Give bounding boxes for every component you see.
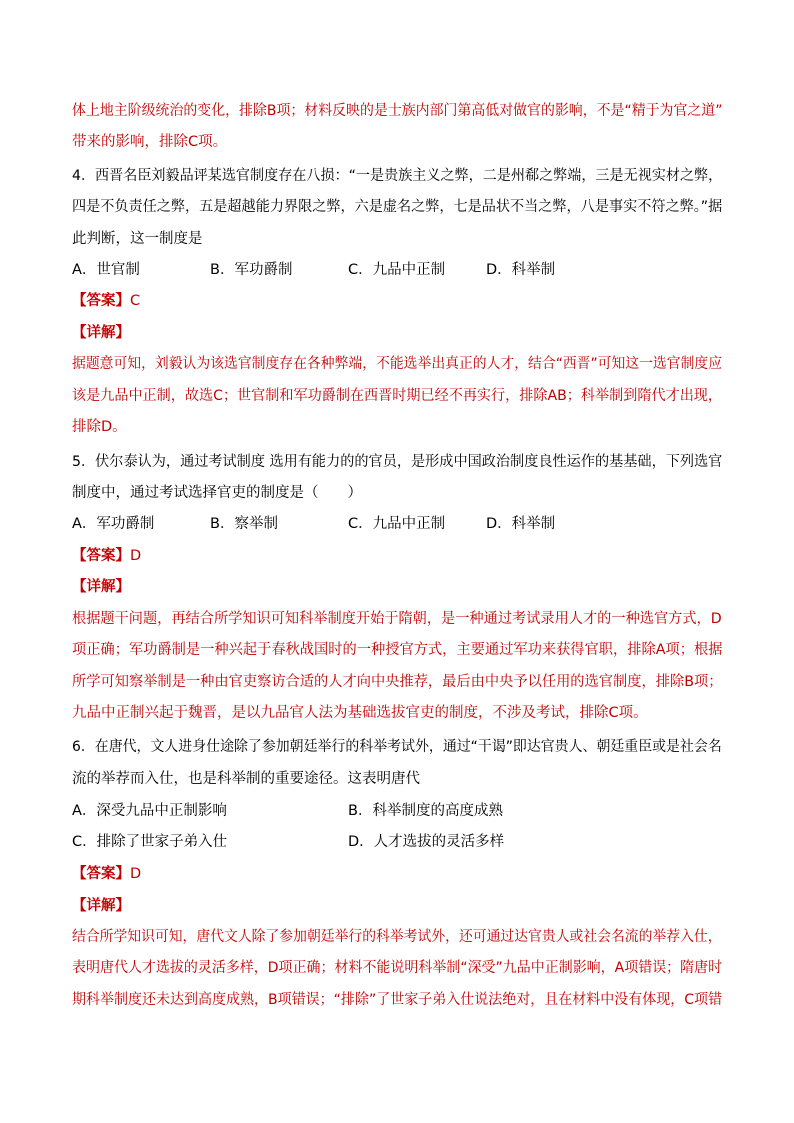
q6-option-b: B．科举制度的高度成熟 — [348, 803, 503, 819]
q5-option-b: B．察举制 — [210, 516, 278, 532]
q6-detail-line-3: 期科举制度还未达到高度成熟，B项错误；“排除”了世家子弟入仕说法绝对，且在材料中没有体现，C项错 — [72, 992, 723, 1008]
q4-stem-line-3: 此判断，这一制度是 — [72, 231, 203, 247]
answer-label: 【答案】 — [72, 548, 130, 564]
q6-answer — [72, 864, 141, 884]
q4-stem-line-1: 4．西晋名臣刘毅品评某选官制度存在八损：“一是贵族主义之弊，二是州郗之弊端，三是无视实材之弊， — [72, 168, 723, 184]
q6-detail-line-1: 结合所学知识可知，唐代文人除了参加朝廷举行的科举考试外，还可通过达官贵人或社会名流的举荐入仕， — [72, 929, 722, 945]
q6-stem-line-1: 6．在唐代，文人进身仕途除了参加朝廷举行的科举考试外，通过“干谒”即达官贵人、朝廷重臣或是社会名 — [72, 739, 722, 755]
q6-detail-label: 【详解】 — [72, 898, 130, 914]
q5-detail-line-1: 根据题干问题，再结合所学知识可知科举制度开始于隋朝，是一种通过考试录用人才的一种选官方式，D — [72, 611, 722, 627]
q5-answer — [72, 546, 141, 566]
q4-detail-label: 【详解】 — [72, 325, 130, 341]
q6-detail-line-2: 表明唐代人才选拔的灵活多样，D项正确；材料不能说明科举制“深受”九品中正制影响，A项错误；隋唐时 — [72, 960, 723, 976]
q5-stem-line-1: 5．伏尔泰认为，通过考试制度 选用有能力的的官员，是形成中国政治制度良性运作的基基础，下列选官 — [72, 454, 723, 470]
q5-stem-line-2: 制度中，通过考试选择官吏的制度是（ ） — [72, 485, 362, 501]
answer-value: D — [130, 548, 142, 564]
answer-value: C — [130, 293, 141, 309]
q5-option-c: C．九品中正制 — [348, 516, 446, 532]
q5-detail-line-2: 项正确；军功爵制是一种兴起于春秋战国时的一种授官方式，主要通过军功来获得官职，排除A项；根据 — [72, 642, 723, 658]
q5-detail-line-3: 所学可知察举制是一种由官吏察访合适的人才向中央推荐，最后由中央予以任用的选官制度，排除B项； — [72, 674, 723, 690]
answer-value: D — [130, 866, 142, 882]
q6-stem-line-2: 流的举荐而入仕，也是科举制的重要途径。这表明唐代 — [72, 771, 420, 787]
intro-line-1: 体上地主阶级统治的变化，排除B项；材料反映的是士族内部门第高低对做官的影响，不是“精于为官之道” — [72, 103, 723, 119]
q4-stem-line-2: 四是不负责任之弊，五是超越能力界限之弊，六是虚名之弊，七是品状不当之弊，八是事实不符之弊。”据 — [72, 199, 723, 215]
intro-line-2: 带来的影响，排除C项。 — [72, 134, 228, 150]
q4-option-c: C．九品中正制 — [348, 262, 446, 278]
q5-option-d: D．科举制 — [486, 516, 556, 532]
q4-detail-line-3: 排除D。 — [72, 419, 127, 435]
q4-detail-line-1: 据题意可知，刘毅认为该选官制度存在各种弊端，不能选举出真正的人才，结合“西晋”可知这一选官制度应 — [72, 356, 723, 372]
q4-option-b: B．军功爵制 — [210, 262, 293, 278]
q5-detail-label: 【详解】 — [72, 579, 130, 595]
q6-option-c: C．排除了世家子弟入仕 — [72, 834, 228, 850]
answer-label: 【答案】 — [72, 866, 130, 882]
q4-answer — [72, 291, 140, 311]
answer-label: 【答案】 — [72, 293, 130, 309]
q4-option-d: D．科举制 — [486, 262, 556, 278]
q6-option-d: D．人才选拔的灵活多样 — [348, 834, 505, 850]
q4-detail-line-2: 该是九品中正制，故选C；世官制和军功爵制在西晋时期已经不再实行，排除AB；科举制到隋代才出现， — [72, 388, 723, 404]
q5-option-a: A．军功爵制 — [72, 516, 155, 532]
q5-detail-line-4: 九品中正制兴起于魏晋，是以九品官人法为基础选拔官吏的制度，不涉及考试，排除C项。 — [72, 705, 648, 721]
q6-option-a: A．深受九品中正制影响 — [72, 803, 227, 819]
q4-option-a: A．世官制 — [72, 262, 140, 278]
